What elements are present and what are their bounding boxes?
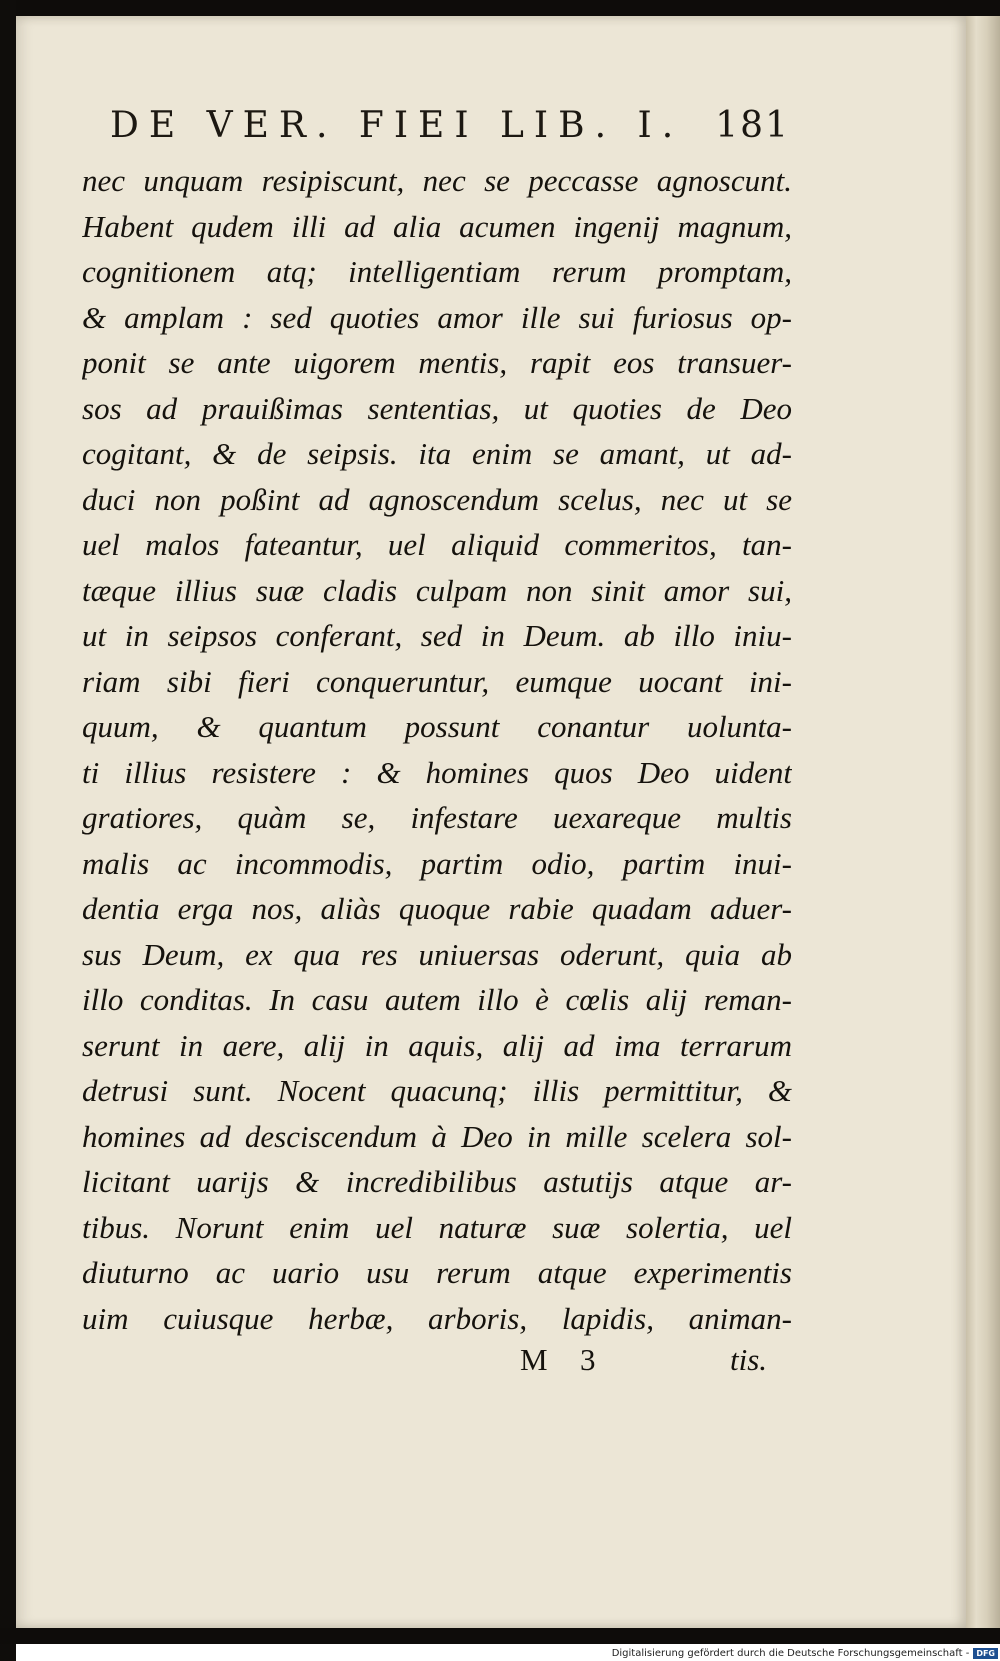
text-line: riam sibi fieri conqueruntur, eumque uocant ini- [82, 663, 792, 699]
running-title: DE VER. FIEI LIB. I. [110, 104, 684, 146]
text-line: uel malos fateantur, uel aliquid commeritos, tan- [82, 527, 792, 562]
text-line: tæque illius suæ cladis culpam non sinit amor sui, [82, 572, 792, 608]
text-line: & amplam : sed quoties amor ille sui furiosus op- [82, 299, 792, 335]
text-line: licitant uarijs & incredibilibus astutijs atque ar- [82, 1164, 792, 1199]
signature-mark: M [520, 1342, 548, 1377]
text-line: ut in seipsos conferant, sed in Deum. ab illo iniu- [82, 618, 792, 653]
text-line: Habent qudem illi ad alia acumen ingenij magnum, [82, 208, 792, 244]
text-line: dentia erga nos, aliàs quoque rabie quadam aduer- [82, 891, 792, 926]
digitization-credit [612, 1645, 1000, 1661]
text-line: quum, & quantum possunt conantur uolunta- [82, 709, 792, 744]
scan-border-top [0, 0, 1000, 16]
scan-border-left [0, 0, 16, 1661]
body-text [82, 158, 792, 1341]
text-line: sos ad prauißimas sententias, ut quoties de Deo [82, 390, 792, 426]
text-line: detrusi sunt. Nocent quacunq; illis permittitur, & [82, 1073, 792, 1108]
text-line: serunt in aere, alij in aquis, alij ad ima terrarum [82, 1027, 792, 1063]
text-line: ti illius resistere : & homines quos Deo uident [82, 754, 792, 790]
text-line: sus Deum, ex qua res uniuersas oderunt, quia ab [82, 936, 792, 972]
text-line: nec unquam resipiscunt, nec se peccasse agnoscunt. [82, 163, 792, 198]
signature-line [520, 1338, 790, 1382]
credit-text: Digitalisierung gefördert durch die Deutsche Forschungsgemeinschaft - [611, 1647, 970, 1659]
text-line: diuturno ac uario usu rerum atque experimentis [82, 1255, 792, 1290]
dfg-logo: DFG [973, 1648, 998, 1659]
text-line: ponit se ante uigorem mentis, rapit eos transuer- [82, 345, 792, 380]
signature-number: 3 [580, 1342, 596, 1377]
text-line: illo conditas. In casu autem illo è cœlis alij reman- [82, 982, 792, 1017]
page-number: 181 [715, 104, 790, 146]
text-line: homines ad desciscendum à Deo in mille scelera sol- [82, 1118, 792, 1154]
text-line: tibus. Norunt enim uel naturæ suæ solertia, uel [82, 1209, 792, 1245]
text-line: duci non poßint ad agnoscendum scelus, nec ut se [82, 481, 792, 517]
text-line: cognitionem atq; intelligentiam rerum promptam, [82, 254, 792, 289]
text-line: cogitant, & de seipsis. ita enim se amant, ut ad- [82, 436, 792, 471]
text-line: gratiores, quàm se, infestare uexareque multis [82, 800, 792, 835]
catchword: tis. [730, 1342, 768, 1377]
text-line: malis ac incommodis, partim odio, partim inui- [82, 845, 792, 881]
text-line: uim cuiusque herbæ, arboris, lapidis, animan- [82, 1300, 792, 1336]
scan-border-bottom [0, 1628, 1000, 1644]
running-header [110, 96, 790, 154]
page-edge [966, 16, 1000, 1628]
